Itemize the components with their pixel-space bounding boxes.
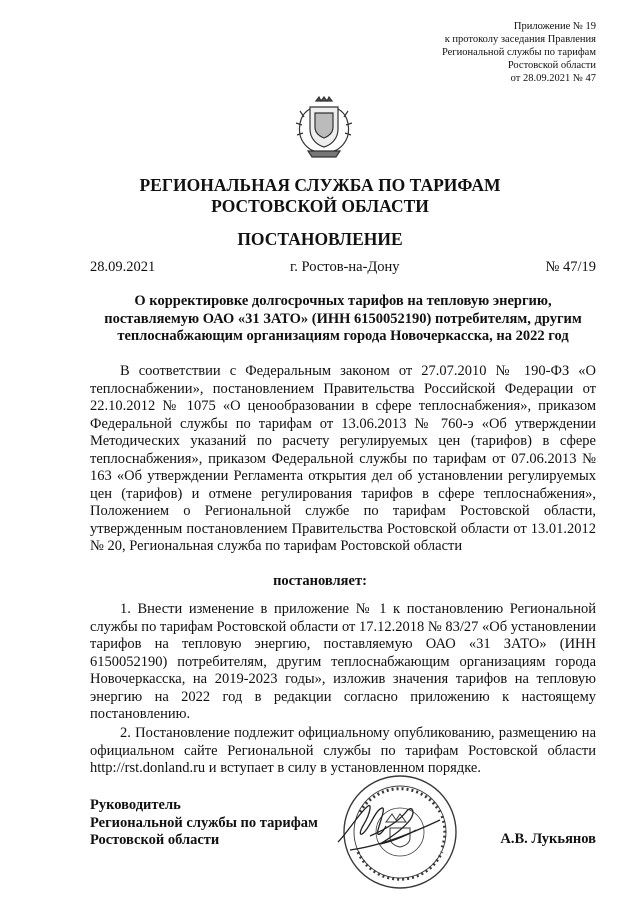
resolves-heading: постановляет: xyxy=(273,573,367,589)
coat-of-arms-icon xyxy=(294,95,354,161)
organization-title xyxy=(0,175,640,217)
appendix-line: к протоколу заседания Правления xyxy=(444,34,596,45)
document-subject: О корректировке долгосрочных тарифов на тепловую энергию, поставляемую ОАО «31 ЗАТО» (ИНН 6150052190) потребителям, другим теплоснабжающим организациям города Новочеркасска, на 2022 год xyxy=(104,293,582,344)
appendix-line: Ростовской области xyxy=(507,60,596,71)
signatory-role-line: Региональной службы по тарифам xyxy=(90,814,318,831)
appendix-line: Приложение № 19 xyxy=(513,21,596,32)
preamble-paragraph: В соответствии с Федеральным законом от 27.07.2010 № 190-ФЗ «О теплоснабжении», постановлением Правительства Российской Федерации от 22.10.2012 № 1075 «О ценообразовании в сфере теплоснабжения», приказом Федеральной службы по тарифам от 13.06.2013 № 760-э «Об утверждении Методических указаний по расчету регулируемых цен (тарифов) в сфере теплоснабжения», приказом Федеральной службы по тарифам от 07.06.2013 № 163 «Об утверждении Регламента открытия дел об установлении регулируемых цен (тарифов) и отмене регулирования тарифов в сфере теплоснабжения», Положением о Региональной службе по тарифам Ростовской области, утвержденным постановлением Правительства Ростовской области от 13.01.2012 № 20, Региональная служба по тарифам Ростовской области xyxy=(90,363,596,554)
item-paragraph-1: 1. Внести изменение в приложение № 1 к постановлению Региональной службы по тарифам Ростовской области от 17.12.2018 № 83/27 «Об установлении тарифов на тепловую энергию, поставляемую ОАО «31 ЗАТО» (ИНН 6150052190) потребителям, другим теплоснабжающим организациям города Новочеркасска, на 2019-2023 годы», изложив значения тарифов на тепловую энергию на 2022 год в редакции согласно приложению к настоящему постановлению. xyxy=(90,601,596,722)
document-number: № 47/19 xyxy=(545,259,596,275)
signatory-role-line: Ростовской области xyxy=(90,832,220,848)
signatory-role xyxy=(90,797,318,850)
signatory-role-line: Руководитель xyxy=(90,797,181,813)
item-paragraph-2: 2. Постановление подлежит официальному опубликованию, размещению на официальном сайте Региональной службы по тарифам Ростовской области http://rst.donland.ru и вступает в силу в установленном порядке. xyxy=(90,725,596,776)
appendix-line: от 28.09.2021 № 47 xyxy=(510,73,596,84)
appendix-note xyxy=(442,20,596,85)
document-type: ПОСТАНОВЛЕНИЕ xyxy=(237,229,403,249)
appendix-line: Региональной службы по тарифам xyxy=(441,47,596,58)
signatory-name: А.В. Лукьянов xyxy=(500,831,596,847)
document-city: г. Ростов-на-Дону xyxy=(290,259,400,275)
org-title-line: РОСТОВСКОЙ ОБЛАСТИ xyxy=(211,196,429,216)
document-date: 28.09.2021 xyxy=(90,259,156,275)
official-seal-stamp xyxy=(330,772,462,892)
org-title-line: РЕГИОНАЛЬНАЯ СЛУЖБА ПО ТАРИФАМ xyxy=(139,175,501,195)
